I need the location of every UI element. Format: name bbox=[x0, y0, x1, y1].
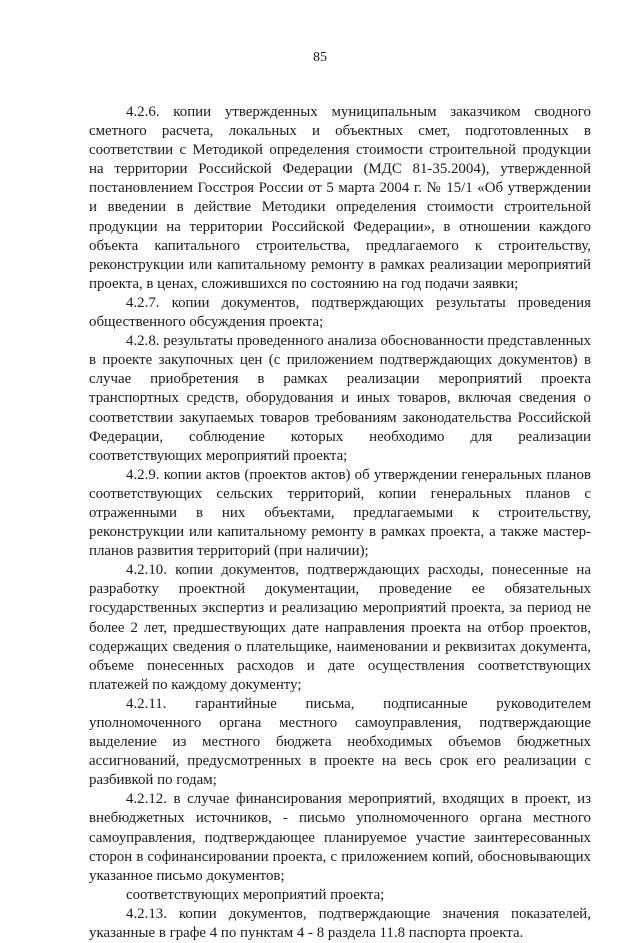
paragraph-4-2-7: 4.2.7. копии документов, подтверждающих результаты проведения общественного обсуждения проекта; bbox=[89, 294, 591, 331]
paragraph-4-2-10: 4.2.10. копии документов, подтверждающих расходы, понесенные на разработку проектной документации, проведение ее обязательных государственных экспертиз и реализацию мероприятий проекта, за период не более 2 лет, предшествующих дате направления проекта на отбор проектов, содержащих сведения о плательщике, наименовании и реквизитах документа, объеме понесенных расходов и дате осуществления соответствующих платежей по каждому документу; bbox=[89, 562, 591, 693]
paragraph-continuation: соответствующих мероприятий проекта; bbox=[126, 886, 385, 903]
paragraph-4-2-13: 4.2.13. копии документов, подтверждающие значения показателей, указанные в графе 4 по пунктам 4 - 8 раздела 11.8 паспорта проекта. bbox=[89, 905, 591, 942]
document-body bbox=[89, 103, 591, 943]
paragraph-4-2-9: 4.2.9. копии актов (проектов актов) об утверждении генеральных планов соответствующих сельских территорий, копии генеральных планов с отраженными в них объектами, предлагаемыми к строительству, реконструкции или капитальному ремонту в рамках проекта, а также мастер-планов развития территорий (при наличии); bbox=[89, 466, 591, 560]
paragraph-4-2-8: 4.2.8. результаты проведенного анализа обоснованности представленных в проекте закупочных цен (с приложением подтверждающих документов) в случае приобретения в рамках реализации мероприятий проекта транспортных средств, оборудования и иных товаров, включая сведения о соответствии закупаемых товаров требованиям законодательства Российской Федерации, соблюдение которых необходимо для реализации соответствующих мероприятий проекта; bbox=[89, 333, 591, 464]
paragraph-4-2-6: 4.2.6. копии утвержденных муниципальным заказчиком сводного сметного расчета, локальных и объектных смет, подготовленных в соответствии с Методикой определения стоимости строительной продукции на территории Российской Федерации (МДС 81-35.2004), утвержденной постановлением Госстроя России от 5 марта 2004 г. № 15/1 «Об утверждении и введении в действие Методики определения стоимости строительной продукции на территории Российской Федерации», в отношении каждого объекта капитального строительства, предлагаемого к строительству, реконструкции или капитальному ремонту в рамках реализации мероприятий проекта, в ценах, сложившихся по состоянию на год подачи заявки; bbox=[89, 104, 591, 292]
paragraph-4-2-12: 4.2.12. в случае финансирования мероприятий, входящих в проект, из внебюджетных источников, - письмо уполномоченного органа местного самоуправления, подтверждающее планируемое участие заинтересованных сторон в софинансировании проекта, с приложением копий, обосновывающих указанное письмо документов; bbox=[89, 791, 591, 884]
page-number: 85 bbox=[313, 50, 327, 65]
paragraph-4-2-11: 4.2.11. гарантийные письма, подписанные руководителем уполномоченного органа местного самоуправления, подтверждающие выделение из местного бюджета необходимых объемов бюджетных ассигнований, предусмотренных в проекте на весь срок его реализации с разбивкой по годам; bbox=[89, 695, 591, 789]
